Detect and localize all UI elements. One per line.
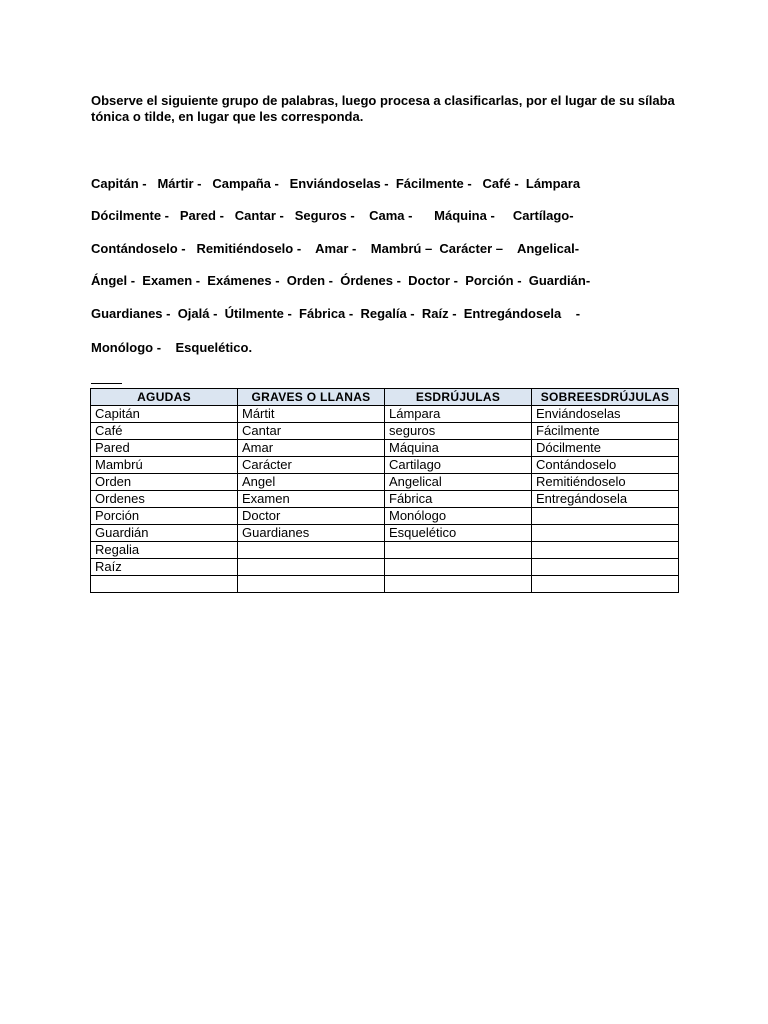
agudas-cell[interactable]: Mambrú (91, 457, 238, 474)
table-row (91, 542, 679, 559)
sobreesdrujulas-cell[interactable] (532, 525, 679, 542)
graves-cell[interactable]: Angel (238, 474, 385, 491)
instructions-text: Observe el siguiente grupo de palabras, luego procesa a clasificarlas, por el lugar de su sílaba tónica o tilde, en lugar que les corresponda. (91, 93, 675, 124)
table-header-row (91, 389, 679, 406)
short-underline-divider (91, 383, 122, 384)
esdrujulas-cell[interactable]: Lámpara (385, 406, 532, 423)
agudas-cell[interactable] (91, 576, 238, 593)
graves-cell[interactable]: Carácter (238, 457, 385, 474)
table-row (91, 525, 679, 542)
word-list-line: Dócilmente - Pared - Cantar - Seguros - Cama - Máquina - Cartílago- (91, 208, 574, 223)
esdrujulas-cell[interactable]: Angelical (385, 474, 532, 491)
agudas-cell[interactable]: Raíz (91, 559, 238, 576)
table-row (91, 576, 679, 593)
sobreesdrujulas-cell[interactable] (532, 576, 679, 593)
table-row (91, 491, 679, 508)
agudas-cell[interactable]: Pared (91, 440, 238, 457)
sobreesdrujulas-cell[interactable]: Remitiéndoselo (532, 474, 679, 491)
word-list-line: Capitán - Mártir - Campaña - Enviándoselas - Fácilmente - Café - Lámpara (91, 176, 581, 191)
table-row (91, 423, 679, 440)
esdrujulas-cell[interactable]: seguros (385, 423, 532, 440)
sobreesdrujulas-cell[interactable]: Dócilmente (532, 440, 679, 457)
table-row (91, 406, 679, 423)
header-agudas: AGUDAS (91, 389, 238, 406)
header-esdrujulas: ESDRÚJULAS (385, 389, 532, 406)
header-sobreesdrujulas: SOBREESDRÚJULAS (532, 389, 679, 406)
table-row (91, 474, 679, 491)
agudas-cell[interactable]: Porción (91, 508, 238, 525)
graves-cell[interactable]: Mártit (238, 406, 385, 423)
graves-cell[interactable]: Cantar (238, 423, 385, 440)
table-row (91, 457, 679, 474)
sobreesdrujulas-cell[interactable] (532, 542, 679, 559)
graves-cell[interactable]: Guardianes (238, 525, 385, 542)
word-list-line: Monólogo - Esquelético. (91, 340, 253, 355)
agudas-cell[interactable]: Capitán (91, 406, 238, 423)
graves-cell[interactable] (238, 576, 385, 593)
agudas-cell[interactable]: Café (91, 423, 238, 440)
graves-cell[interactable] (238, 559, 385, 576)
word-list-line: Ángel - Examen - Exámenes - Orden - Órdenes - Doctor - Porción - Guardián- (91, 273, 591, 288)
esdrujulas-cell[interactable] (385, 542, 532, 559)
esdrujulas-cell[interactable]: Cartilago (385, 457, 532, 474)
esdrujulas-cell[interactable] (385, 576, 532, 593)
sobreesdrujulas-cell[interactable] (532, 508, 679, 525)
graves-cell[interactable]: Examen (238, 491, 385, 508)
esdrujulas-cell[interactable]: Máquina (385, 440, 532, 457)
word-list-line: Contándoselo - Remitiéndoselo - Amar - Mambrú – Carácter – Angelical- (91, 241, 580, 256)
esdrujulas-cell[interactable]: Monólogo (385, 508, 532, 525)
sobreesdrujulas-cell[interactable]: Enviándoselas (532, 406, 679, 423)
graves-cell[interactable]: Amar (238, 440, 385, 457)
sobreesdrujulas-cell[interactable]: Contándoselo (532, 457, 679, 474)
header-graves: GRAVES O LLANAS (238, 389, 385, 406)
esdrujulas-cell[interactable]: Fábrica (385, 491, 532, 508)
table-row (91, 559, 679, 576)
sobreesdrujulas-cell[interactable]: Fácilmente (532, 423, 679, 440)
table-row (91, 440, 679, 457)
agudas-cell[interactable]: Ordenes (91, 491, 238, 508)
classification-table (90, 388, 679, 593)
table-body (91, 406, 679, 593)
agudas-cell[interactable]: Regalia (91, 542, 238, 559)
agudas-cell[interactable]: Orden (91, 474, 238, 491)
sobreesdrujulas-cell[interactable] (532, 559, 679, 576)
table-row (91, 508, 679, 525)
esdrujulas-cell[interactable]: Esquelético (385, 525, 532, 542)
esdrujulas-cell[interactable] (385, 559, 532, 576)
agudas-cell[interactable]: Guardián (91, 525, 238, 542)
graves-cell[interactable]: Doctor (238, 508, 385, 525)
sobreesdrujulas-cell[interactable]: Entregándosela (532, 491, 679, 508)
graves-cell[interactable] (238, 542, 385, 559)
word-list-line: Guardianes - Ojalá - Útilmente - Fábrica - Regalía - Raíz - Entregándosela - (91, 306, 581, 321)
